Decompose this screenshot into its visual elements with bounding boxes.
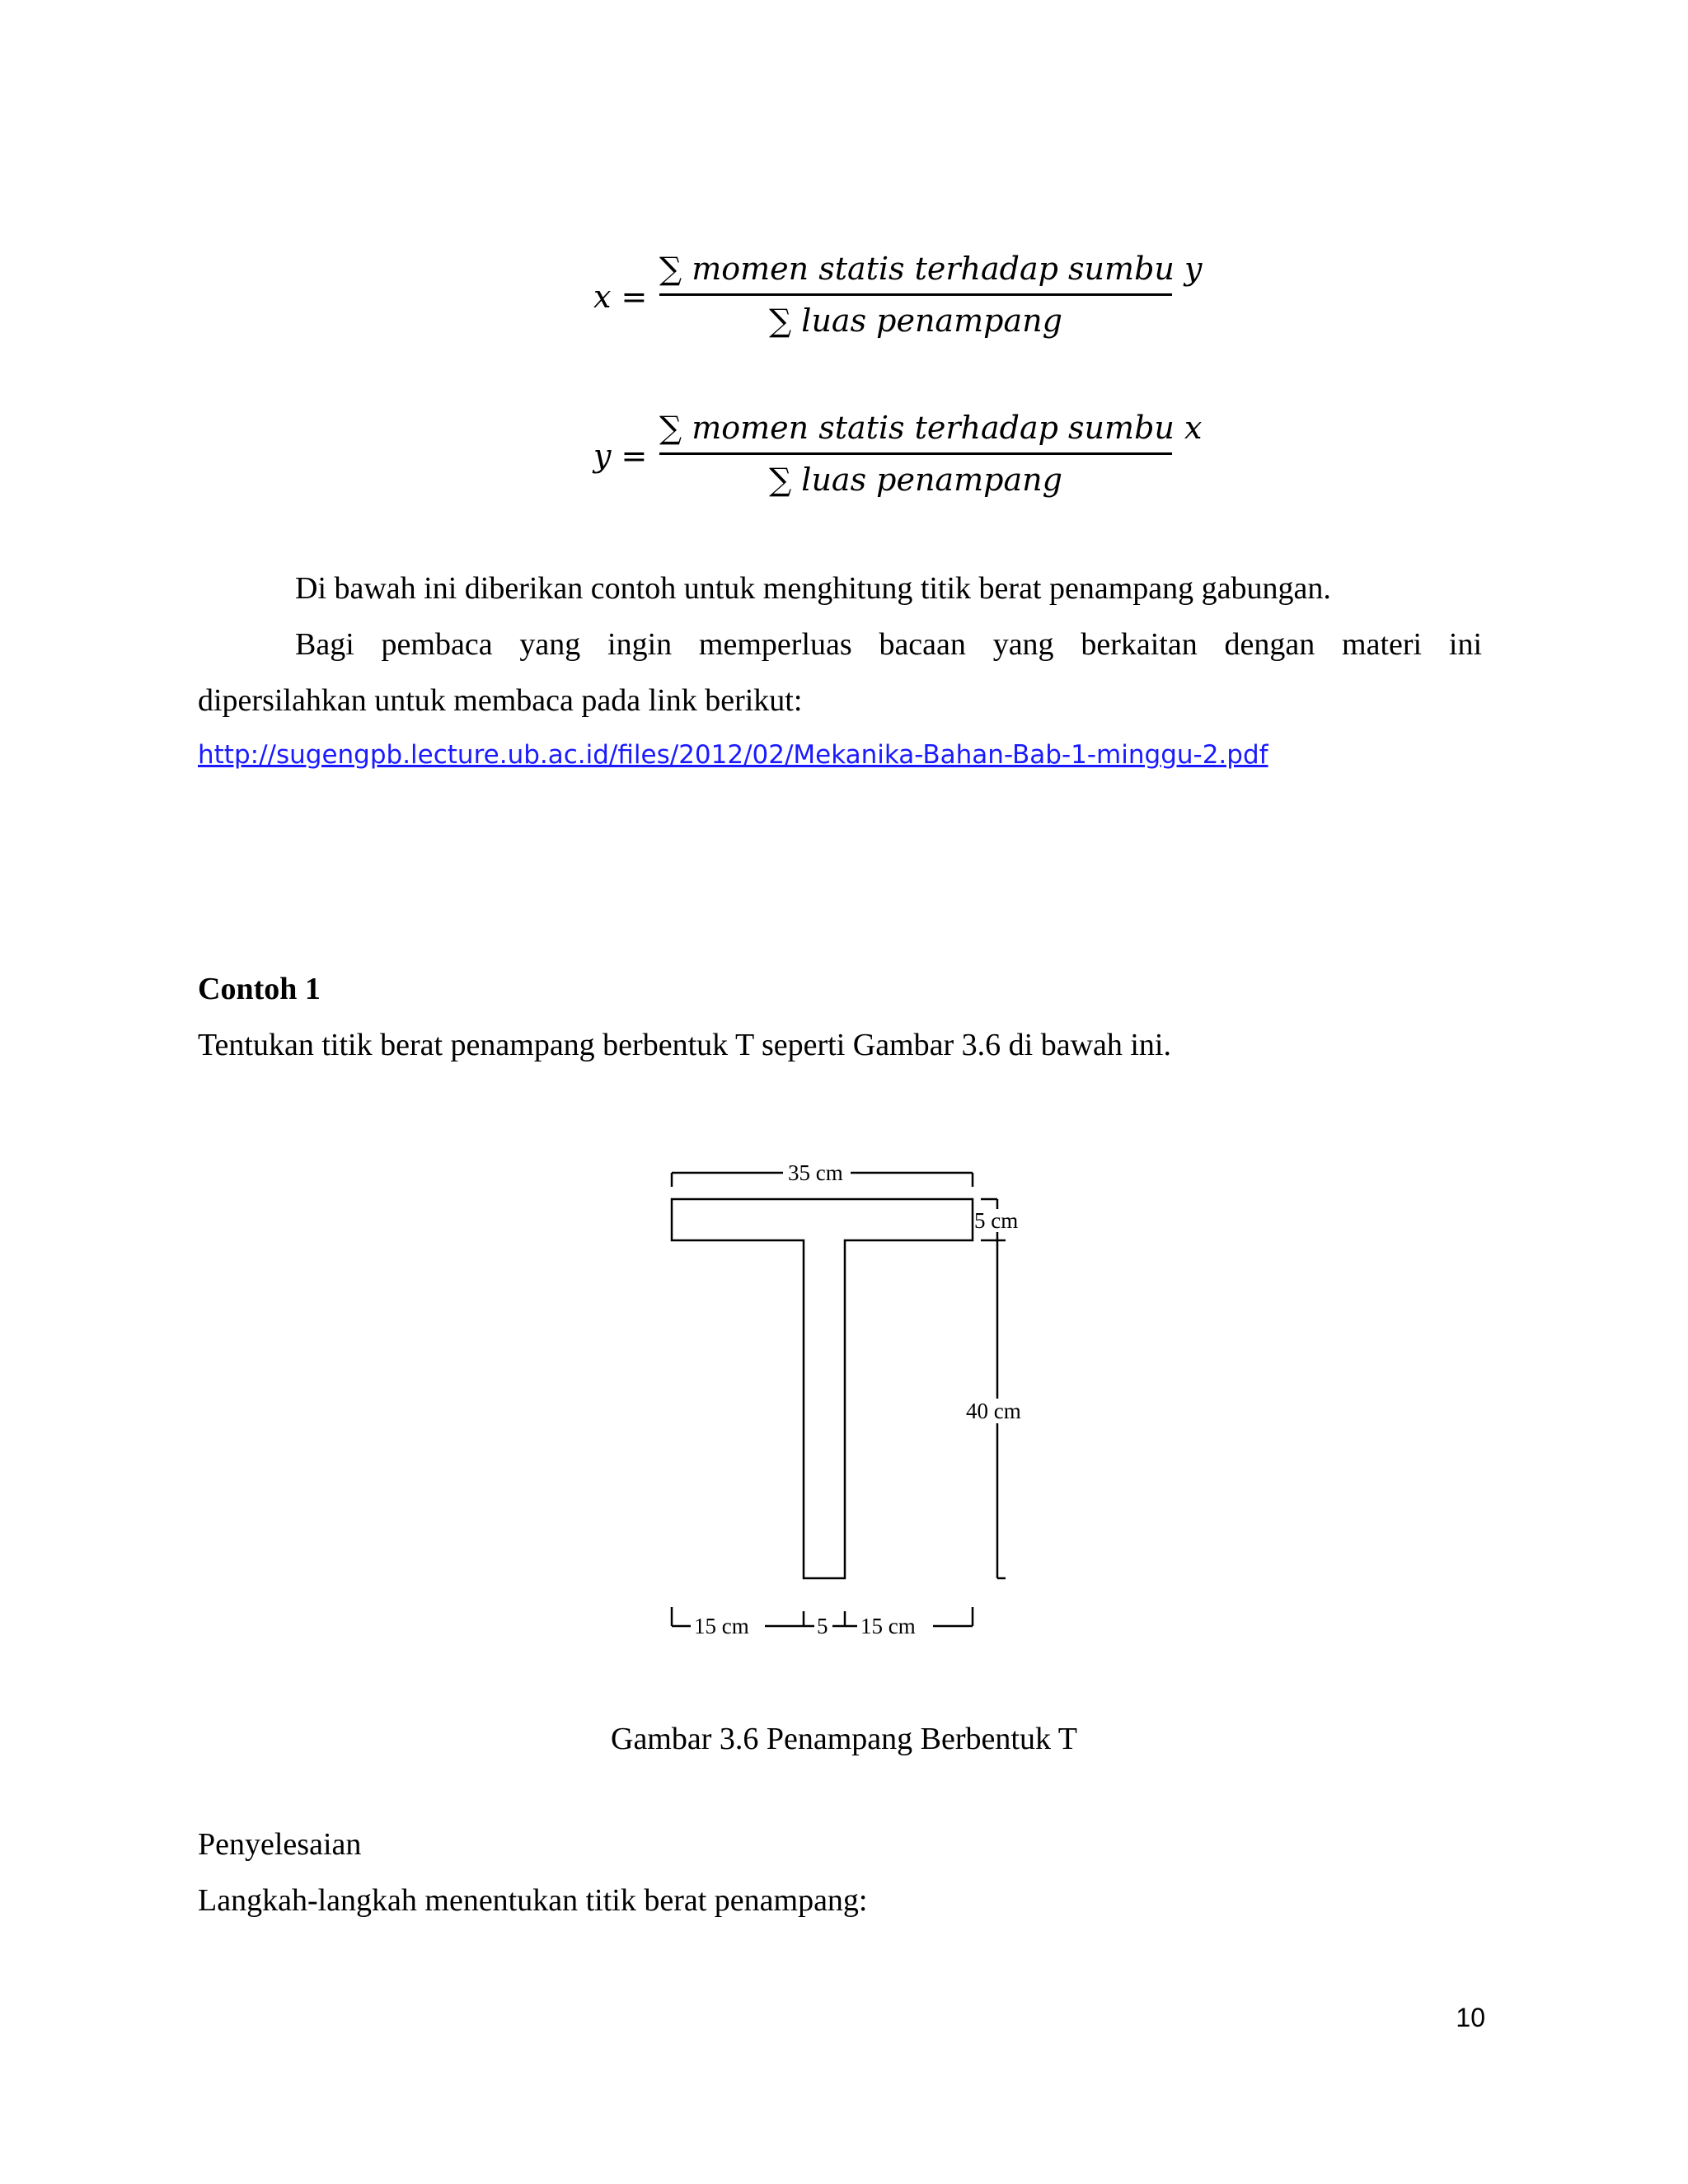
example-heading: Contoh 1 (198, 972, 321, 1006)
page-number: 10 (1456, 2003, 1485, 2032)
reading-paragraph-line2: dipersilahkan untuk membaca pada link berikut: (198, 683, 803, 718)
fraction-bar (659, 452, 1172, 455)
equation-y-fraction (659, 406, 1203, 501)
equation-y-denominator: ∑ luas penampang (769, 462, 1062, 498)
intro-paragraph: Di bawah ini diberikan contoh untuk menghitung titik berat penampang gabungan. (295, 571, 1331, 606)
solution-steps-intro: Langkah-langkah menentukan titik berat penampang: (198, 1883, 868, 1918)
equation-x-denominator: ∑ luas penampang (769, 302, 1062, 339)
fraction-bar (659, 293, 1172, 296)
t-section-drawing (659, 1150, 1039, 1669)
dim-label-right-overhang: 15 cm (860, 1614, 916, 1638)
solution-label: Penyelesaian (198, 1827, 362, 1862)
dim-label-flange-height: 5 cm (974, 1208, 1019, 1233)
t-section-outline (672, 1199, 973, 1578)
dim-label-left-overhang: 15 cm (694, 1614, 749, 1638)
dim-label-web-height: 40 cm (966, 1399, 1021, 1423)
equation-x (593, 247, 1203, 354)
equation-y-numerator: ∑ momen statis terhadap sumbu x (659, 410, 1203, 446)
t-section-figure (659, 1150, 1039, 1669)
example-task: Tentukan titik berat penampang berbentuk T seperti Gambar 3.6 di bawah ini. (198, 1028, 1171, 1062)
dim-label-flange-width: 35 cm (788, 1160, 843, 1185)
figure-caption: Gambar 3.6 Penampang Berbentuk T (611, 1722, 1077, 1756)
equation-x-fraction (659, 247, 1203, 342)
equation-x-numerator: ∑ momen statis terhadap sumbu y (659, 251, 1203, 287)
equation-y-lhs: y = (593, 438, 648, 474)
equation-y (593, 406, 1203, 513)
dim-label-web-width: 5 (817, 1614, 828, 1638)
reference-link[interactable]: http://sugengpb.lecture.ub.ac.id/files/2012/02/Mekanika-Bahan-Bab-1-minggu-2.pdf (198, 740, 1268, 770)
equation-x-lhs: x = (593, 279, 648, 315)
reading-paragraph-line1: Bagi pembaca yang ingin memperluas bacaan yang berkaitan dengan materi ini (295, 627, 1482, 662)
